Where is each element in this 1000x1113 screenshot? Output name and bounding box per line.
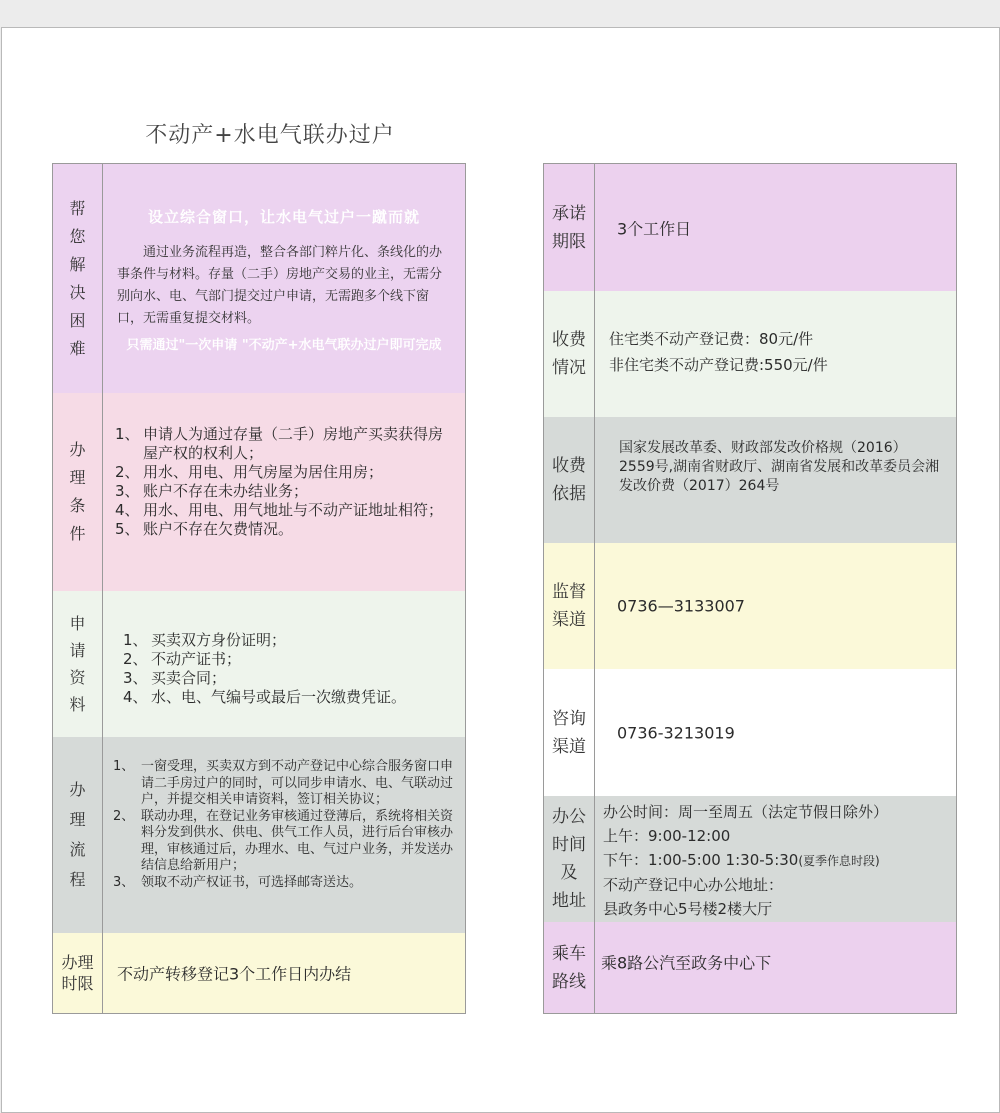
office-address: 县政务中心5号楼2楼大厅 xyxy=(603,900,773,918)
row-fees xyxy=(544,291,956,418)
row-time-limit-label: 办理 时限 xyxy=(53,933,103,1013)
row-materials xyxy=(53,591,465,738)
page-title: 不动产+水电气联办过户 xyxy=(145,123,395,148)
slogan-footer: 只需通过"一次申请 "不动产+水电气联办过户即可完成 xyxy=(126,338,442,353)
summer-note: (夏季作息时段) xyxy=(798,854,880,868)
row-fee-basis-label: 收费 依据 xyxy=(544,417,595,543)
process-list xyxy=(113,759,453,891)
row-materials-label: 申 请 资 料 xyxy=(53,591,103,737)
row-time-limit-content xyxy=(103,933,465,1013)
bus-route-text: 乘8路公汽至政务中心下 xyxy=(601,953,772,973)
row-conditions xyxy=(53,393,465,592)
left-info-table xyxy=(52,163,466,1014)
slogan-heading: 设立综合窗口，让水电气过户一蹴而就 xyxy=(147,208,420,226)
row-help xyxy=(53,164,465,394)
supervision-phone: 0736—3133007 xyxy=(617,596,745,616)
office-address-label: 不动产登记中心办公地址： xyxy=(603,876,784,894)
list-item: 1、 一窗受理，买卖双方到不动产登记中心综合服务窗口申请二手房过户的同时，可以同步申请水、电、气联动过户，并提交相关申请资料，签订相关协议； xyxy=(113,759,454,807)
list-item: 4、 水、电、气编号或最后一次缴费凭证。 xyxy=(123,688,407,706)
list-item: 2、 不动产证书； xyxy=(123,650,242,668)
office-info xyxy=(603,800,952,921)
consult-phone: 0736-3213019 xyxy=(617,723,735,742)
fees-lines xyxy=(609,326,948,378)
right-info-table xyxy=(543,163,957,1014)
list-item: 2、 联动办理，在登记业务审核通过登薄后，系统将相关资料分发到供水、供电、供气工作人员，进行后台审核办理，审核通过后，办理水、电、气过户业务，并发送办结信息给新用户； xyxy=(113,808,454,873)
row-consult xyxy=(544,669,956,797)
office-am: 上午：9:00-12:00 xyxy=(603,827,731,845)
row-fee-basis-content xyxy=(595,417,956,543)
list-item: 1、 申请人为通过存量（二手）房地产买卖获得房屋产权的权利人； xyxy=(115,425,444,462)
fee-nonresidential: 非住宅类不动产登记费:550元/件 xyxy=(609,356,828,374)
row-conditions-label: 办 理 条 件 xyxy=(53,393,103,591)
list-item: 5、 账户不存在欠费情况。 xyxy=(115,520,294,538)
row-bus-route xyxy=(544,922,956,1013)
row-process xyxy=(53,737,465,934)
row-bus-route-label: 乘车 路线 xyxy=(544,922,595,1013)
intro-paragraph: 通过业务流程再造，整合各部门粹片化、条线化的办事条件与材料。存量（二手）房地产交易的业主，无需分别向水、电、气部门提交过户申请，无需跑多个线下窗口，无需重复提交材料。 xyxy=(117,245,443,326)
fee-residential: 住宅类不动产登记费：80元/件 xyxy=(609,330,814,348)
row-time-limit xyxy=(53,933,465,1013)
row-promise-period xyxy=(544,164,956,292)
row-office-hours xyxy=(544,796,956,923)
row-promise-period-content xyxy=(595,164,956,291)
promise-period-text: 3个工作日 xyxy=(617,219,692,238)
row-office-hours-label: 办公 时间 及 地址 xyxy=(544,796,595,922)
row-fee-basis xyxy=(544,417,956,544)
list-item: 1、 买卖双方身份证明； xyxy=(123,631,287,649)
list-item: 2、 用水、用电、用气房屋为居住用房； xyxy=(115,463,384,481)
row-supervision-content xyxy=(595,543,956,669)
time-limit-text: 不动产转移登记3个工作日内办结 xyxy=(117,964,352,984)
materials-list xyxy=(123,631,455,707)
row-fees-label: 收费 情况 xyxy=(544,291,595,417)
list-item: 4、 用水、用电、用气地址与不动产证地址相符； xyxy=(115,501,444,519)
row-materials-content xyxy=(103,591,465,737)
conditions-list xyxy=(115,425,455,539)
row-bus-route-content xyxy=(595,922,956,1013)
row-consult-label: 咨询 渠道 xyxy=(544,669,595,796)
row-process-label: 办 理 流 程 xyxy=(53,737,103,933)
row-help-label: 帮 您 解 决 困 难 xyxy=(53,164,103,393)
list-item: 3、 领取不动产权证书，可选择邮寄送达。 xyxy=(113,874,363,890)
row-help-content xyxy=(103,164,465,393)
row-conditions-content xyxy=(103,393,465,591)
list-item: 3、 账户不存在未办结业务； xyxy=(115,482,309,500)
row-supervision xyxy=(544,543,956,670)
row-promise-period-label: 承诺 期限 xyxy=(544,164,595,291)
office-pm: 下午：1:00-5:00 1:30-5:30(夏季作息时段) xyxy=(603,851,880,869)
row-office-hours-content xyxy=(595,796,956,922)
fee-basis-text: 国家发展改革委、财政部发改价格规（2016）2559号,湖南省财政厅、湖南省发展和改革委员会湘发改价费（2017）264号 xyxy=(619,440,940,494)
row-fees-content xyxy=(595,291,956,417)
row-supervision-label: 监督 渠道 xyxy=(544,543,595,669)
list-item: 3、 买卖合同； xyxy=(123,669,227,687)
row-process-content xyxy=(103,737,465,933)
office-hours: 办公时间：周一至周五（法定节假日除外） xyxy=(603,803,889,821)
row-consult-content xyxy=(595,669,956,796)
